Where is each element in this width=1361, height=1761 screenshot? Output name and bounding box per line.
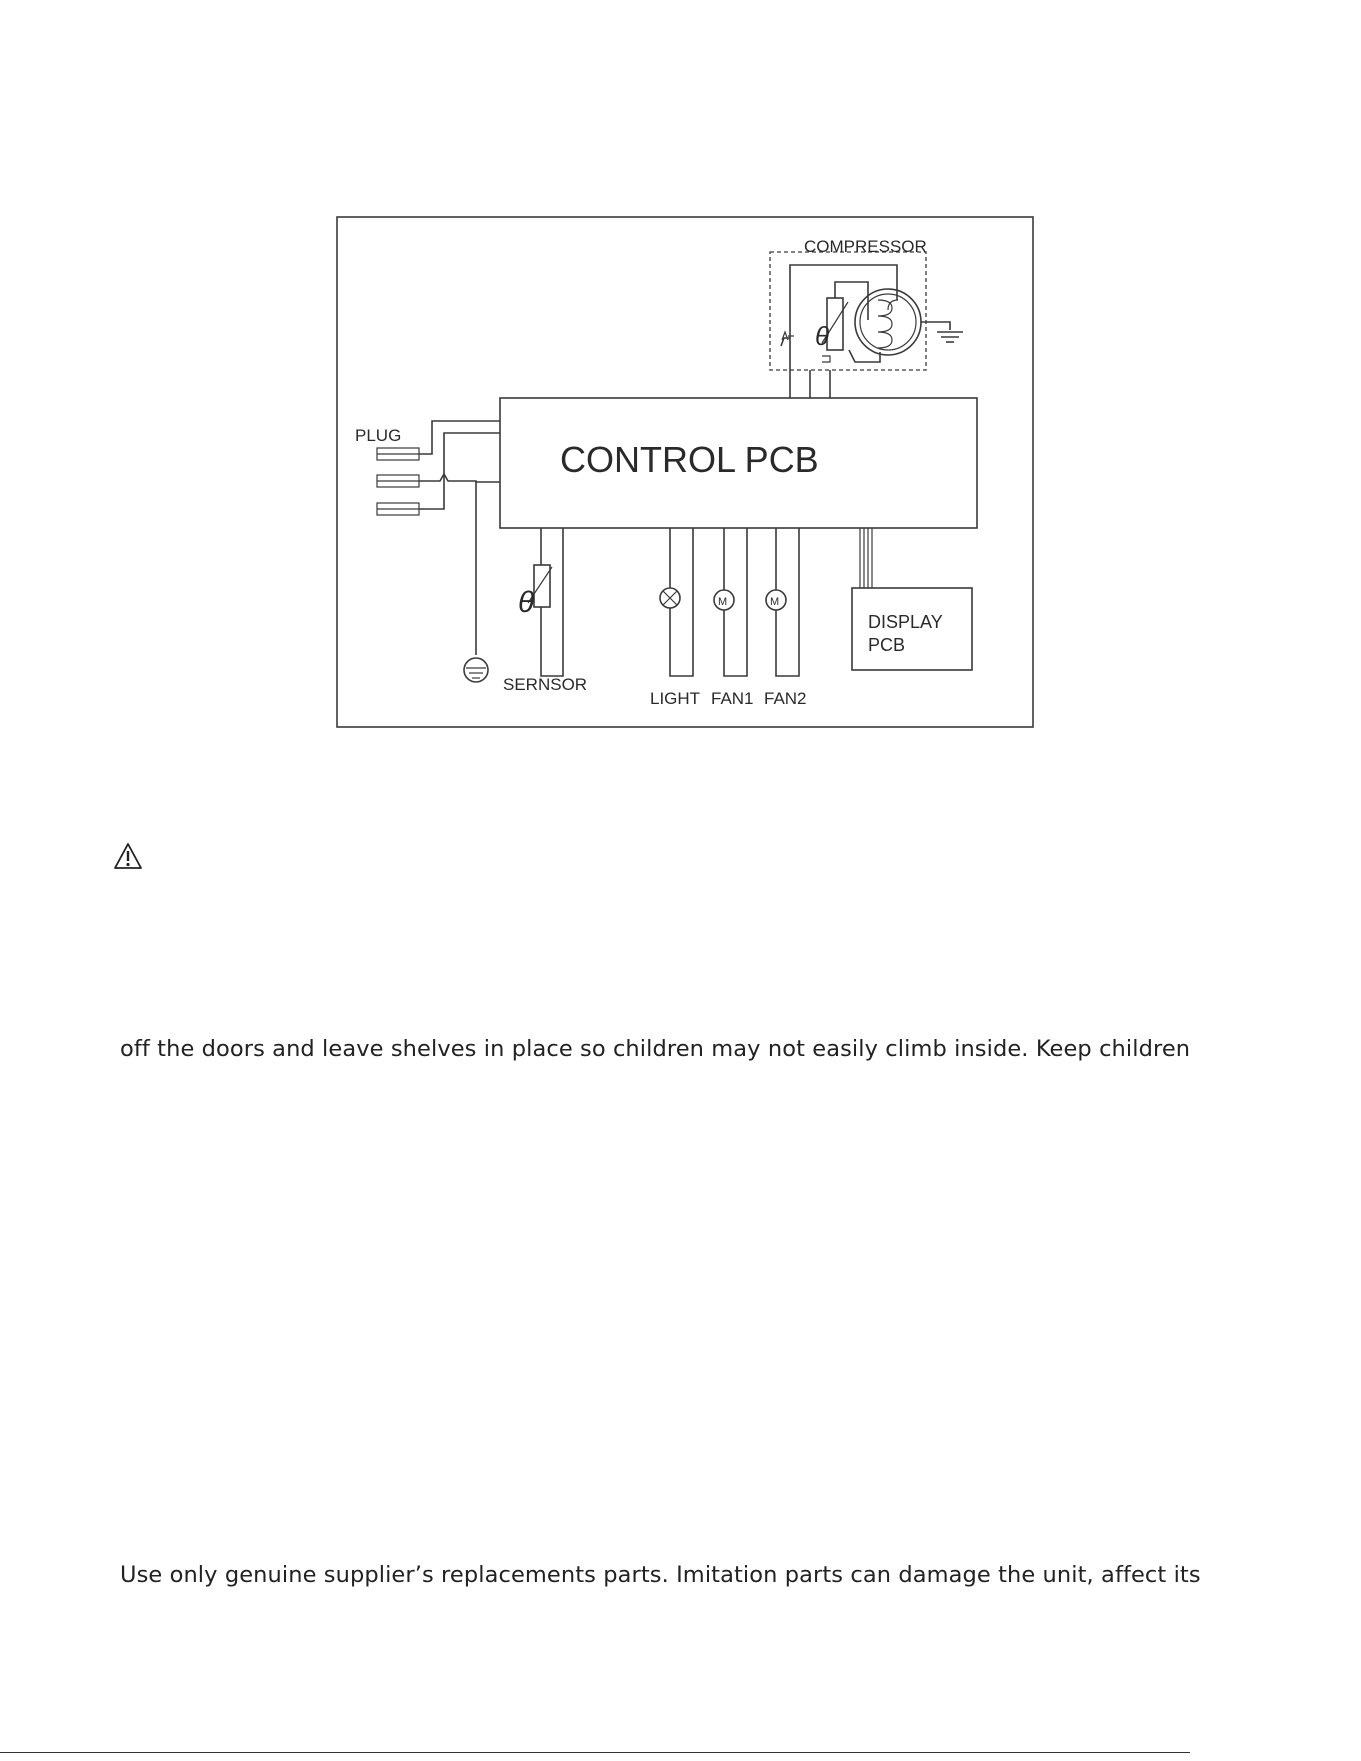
- compressor-ground-icon: [937, 332, 963, 342]
- ground-icon: [464, 658, 488, 682]
- fan2-motor-icon: [766, 590, 786, 610]
- display-pcb-label-line2: PCB: [868, 635, 906, 655]
- footer-rule: [0, 1752, 1190, 1753]
- sensor-thermistor: [534, 565, 550, 607]
- fan1-motor-icon: [714, 590, 734, 610]
- fan1-label: FAN1: [711, 689, 754, 708]
- compressor-label: COMPRESSOR: [804, 237, 927, 256]
- light-label: LIGHT: [650, 689, 701, 708]
- svg-text:θ: θ: [815, 321, 830, 351]
- warning-triangle-icon: [113, 842, 143, 870]
- compressor-motor-icon: [855, 289, 921, 355]
- light-icon: [660, 588, 680, 608]
- svg-text:M: M: [718, 596, 728, 608]
- fan2-label: FAN2: [764, 689, 807, 708]
- svg-text:θ: θ: [518, 586, 535, 619]
- sensor-label: SERNSOR: [503, 675, 588, 694]
- ptc-resistor: [827, 298, 843, 350]
- plug-label: PLUG: [355, 426, 402, 445]
- body-text-line-children: off the doors and leave shelves in place so children may not easily climb inside. Keep children: [120, 1036, 1191, 1062]
- body-text-line-parts: Use only genuine supplier’s replacements parts. Imitation parts can damage the unit, affect its: [120, 1562, 1201, 1588]
- control-pcb-label: CONTROL PCB: [560, 439, 819, 480]
- plug-icon: [377, 448, 419, 515]
- svg-text:M: M: [770, 596, 780, 608]
- wiring-diagram: [0, 0, 1361, 760]
- display-pcb-label-line1: DISPLAY: [868, 612, 943, 632]
